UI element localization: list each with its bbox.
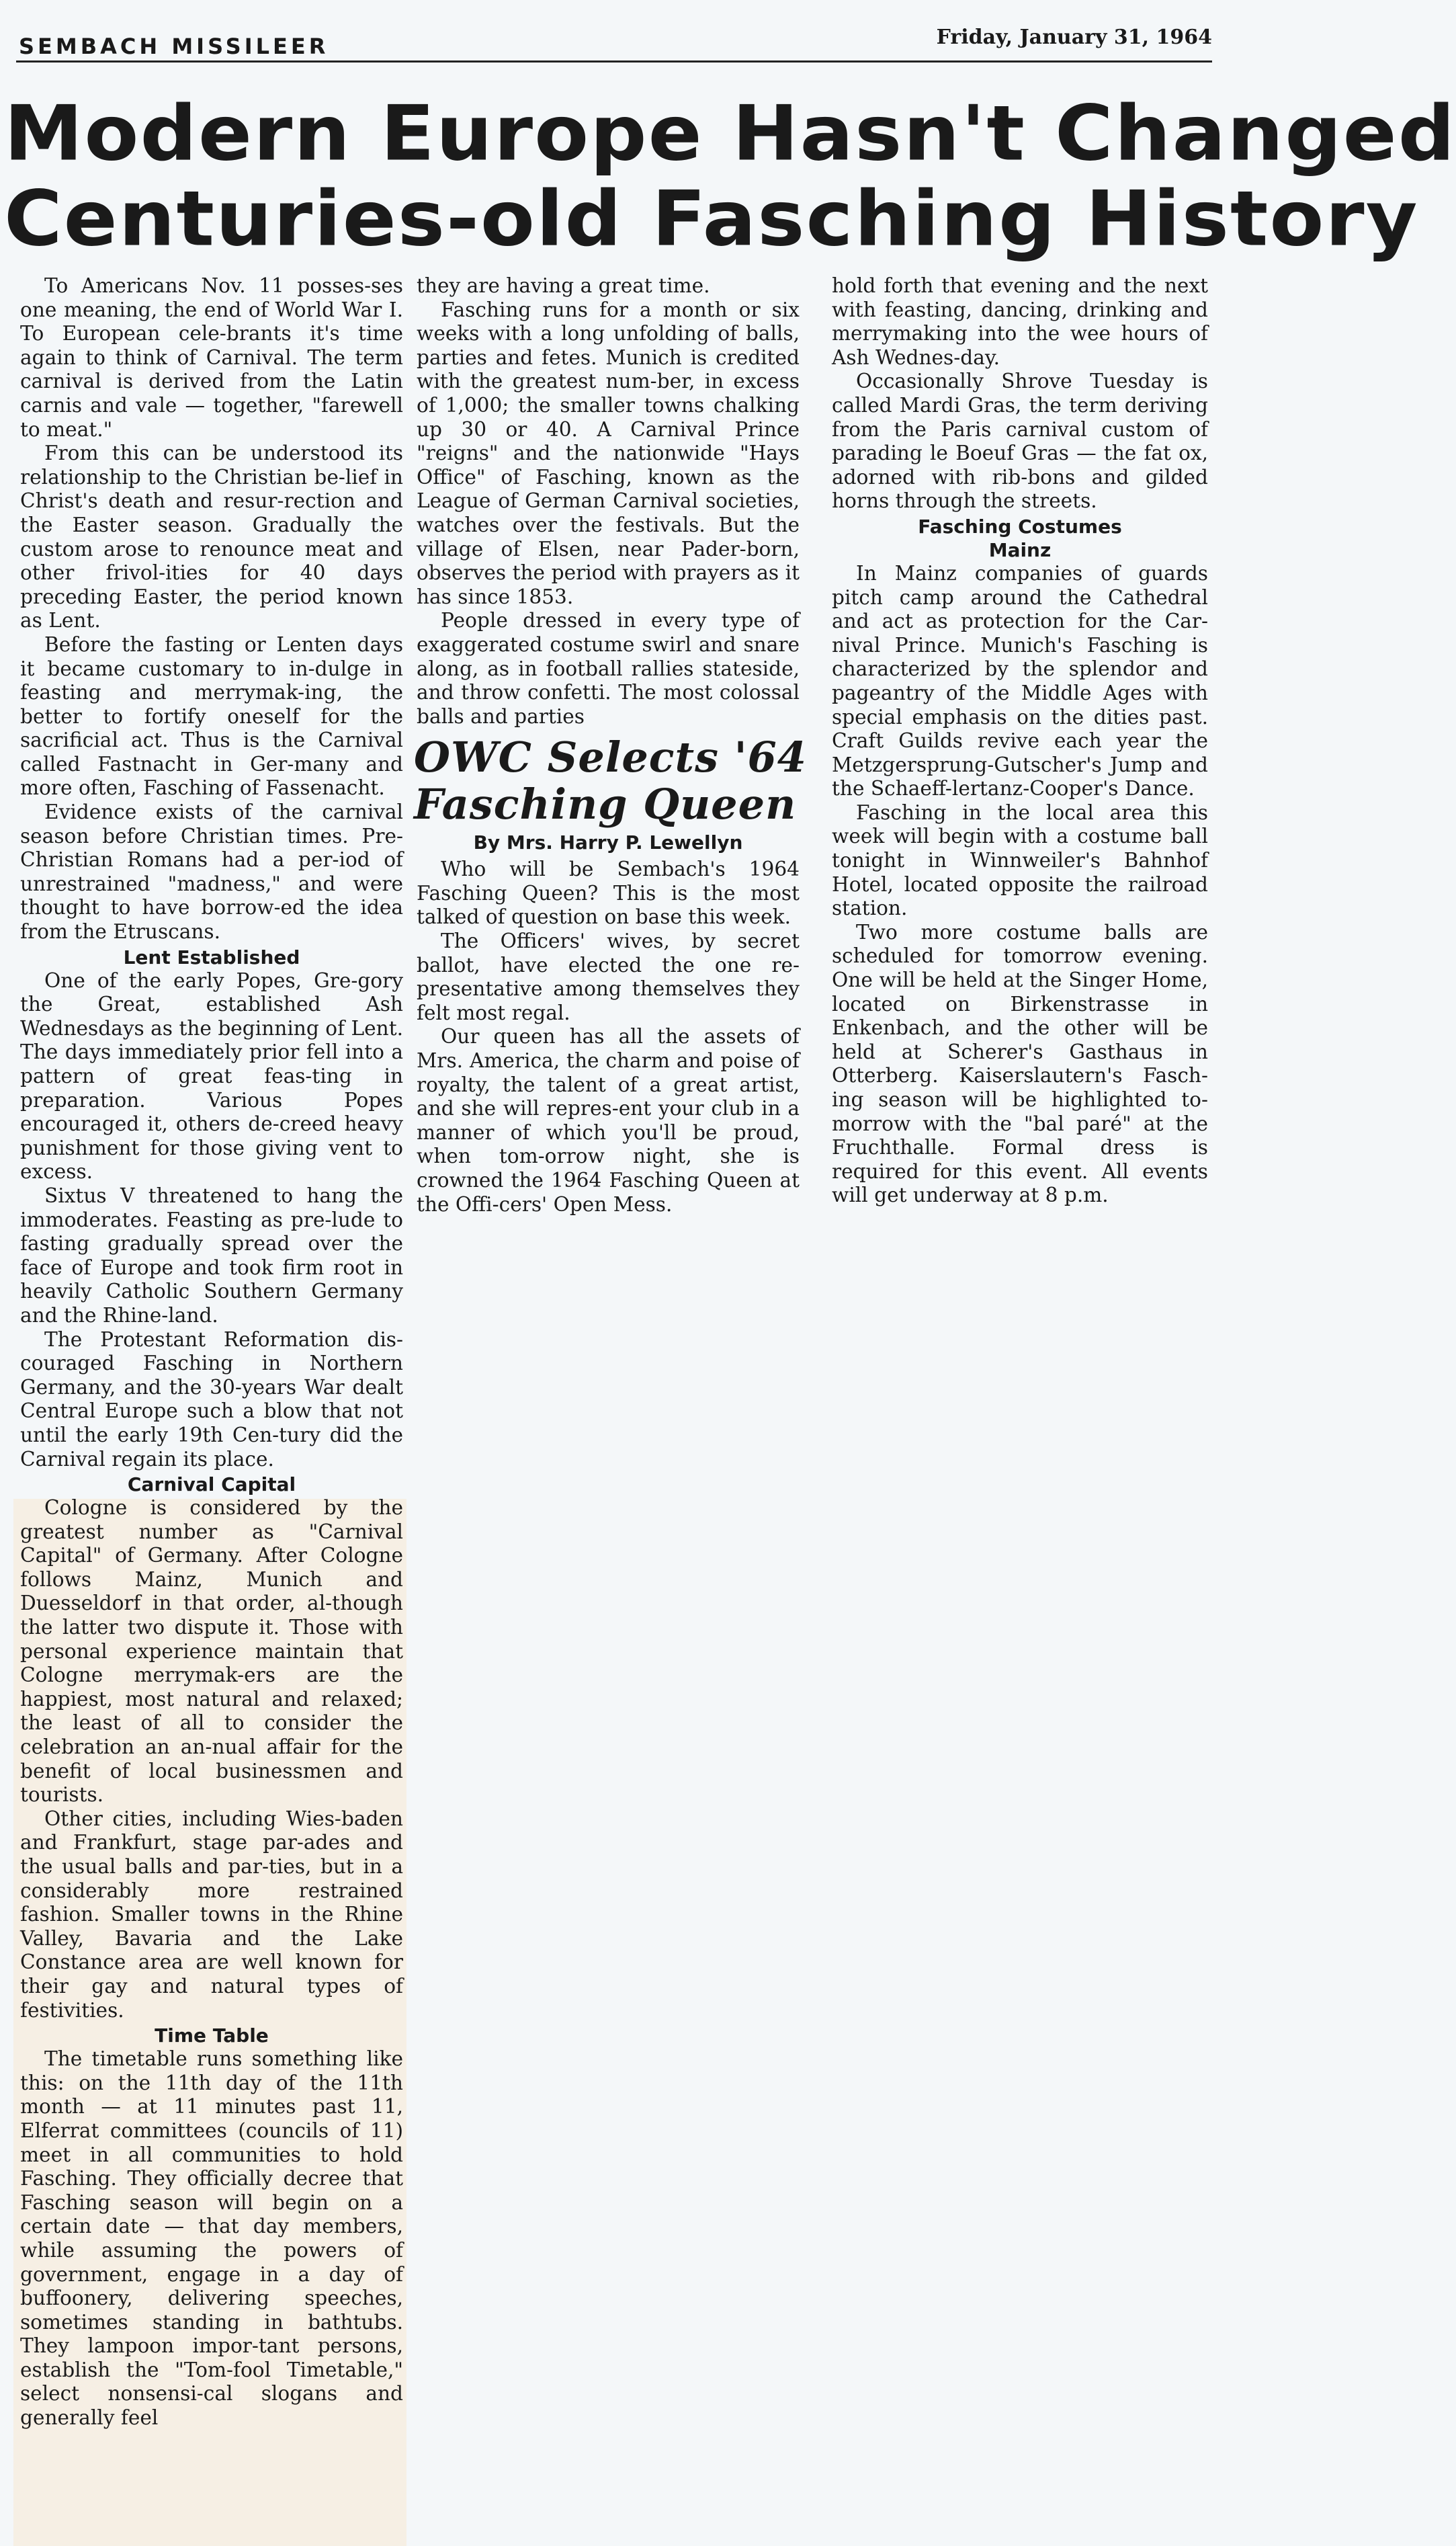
paragraph: The Protestant Reformation dis-couraged Fasching in Northern Germany, and the 30-years War dealt Central Europe such a blow that not until the early 19th Cen-tury did the Carnival regain its place. [20,1327,403,1471]
paragraph: In Mainz companies of guards pitch camp around the Cathedral and act as protection for the Car-nival Prince. Munich's Fasching is characterized by the splendor and pageantry of the Middle Ages with special emphasis on the dities past. Craft Guilds revive each year the Metzgersprung-Gutscher's Jump and the Schaeff-lertanz-Cooper's Dance. [832,561,1208,800]
paragraph: Occasionally Shrove Tuesday is called Mardi Gras, the term deriving from the Paris carnival custom of parading le Boeuf Gras — the fat ox, adorned with rib-bons and gilded horns through the streets. [832,370,1208,513]
paragraph: Sixtus V threatened to hang the immoderates. Feasting as pre-lude to fasting gradually spread over the face of Europe and took firm root in heavily Catholic Southern Germany and the Rhine-land. [20,1184,403,1327]
paragraph: Who will be Sembach's 1964 Fasching Queen? This is the most talked of question on base this week. [417,858,800,929]
sidebar-headline [414,733,807,829]
masthead-rule [16,60,1212,63]
section-heading-capital: Carnival Capital [127,1473,296,1496]
paragraph: To Americans Nov. 11 posses-ses one meaning, the end of World War I. To European cele-brants it's time again to think of Carnival. The term carnival is derived from the Latin carnis and vale — together, "farewell to meat." [20,274,403,441]
paragraph: The timetable runs something like this: on the 11th day of the 11th month — at 11 minutes past 11, Elferrat committees (councils of 11) meet in all communities to hold Fasching. They officially decree that Fasching season will begin on a certain date — that day members, while assuming the powers of government, engage in a day of buffoonery, delivering speeches, sometimes standing in bathtubs. They lampoon impor-tant persons, establish the "Tom-fool Timetable," select nonsensi-cal slogans and generally feel [20,2047,403,2430]
paragraph: they are having a great time. [417,274,710,297]
paragraph: Fasching in the local area this week will begin with a costume ball tonight in Winnweiler's Bahnhof Hotel, located opposite the railroad station. [832,800,1208,920]
paragraph: Cologne is considered by the greatest number as "Carnival Capital" of Germany. After Cologne follows Mainz, Munich and Duesseldorf in that order, al-though the latter two dispute it. Those with personal experience maintain that Cologne merrymak-ers are the happiest, most natural and relaxed; the least of all to consider the celebration an an-nual affair for the benefit of local businessmen and tourists. [20,1496,403,1807]
main-headline [4,89,1456,263]
sidebar-headline-line-1: OWC Selects '64 [414,733,807,782]
paragraph: Our queen has all the assets of Mrs. America, the charm and poise of royalty, the talent of a great artist, and she will repres-ent your club in a manner of which you'll be proud, when tom-orrow night, she is crowned the 1964 Fasching Queen at the Offi-cers' Open Mess. [417,1025,800,1216]
byline: By Mrs. Harry P. Lewellyn [473,831,743,854]
article-column-3 [832,274,1208,1208]
section-heading-mainz: Mainz [988,538,1052,561]
paragraph: hold forth that evening and the next with feasting, dancing, drinking and merrymaking into the wee hours of Ash Wednes-day. [832,274,1208,369]
headline-line-2: Centuries-old Fasching History [4,173,1419,263]
paragraph: From this can be understood its relationship to the Christian be-lief in Christ's death and resur-rection and the Easter season. Gradually the custom arose to renounce meat and other frivol-ities for 40 days preceding Easter, the period known as Lent. [20,442,403,632]
paragraph: Other cities, including Wies-baden and Frankfurt, stage par-ades and the usual balls and par-ties, but in a considerably more restrained fashion. Smaller towns in the Rhine Valley, Bavaria and the Lake Constance area are well known for their gay and natural types of festivities. [20,1807,403,2022]
section-heading-timetable: Time Table [155,2024,269,2047]
paragraph: The Officers' wives, by secret ballot, have elected the one re-presentative among themselves they felt most regal. [417,930,800,1024]
article-column-2 [414,274,807,1217]
article-column-1 [20,274,403,2430]
section-heading-lent: Lent Established [123,946,300,969]
paragraph: Evidence exists of the carnival season before Christian times. Pre-Christian Romans had a per-iod of unrestrained "madness," and were thought to have borrow-ed the idea from the Etruscans. [20,800,403,944]
section-heading-costumes: Fasching Costumes [918,515,1122,538]
issue-date: Friday, January 31, 1964 [936,26,1212,49]
paragraph: Fasching runs for a month or six weeks with a long unfolding of balls, parties and fetes. Munich is credited with the greatest num-ber, in excess of 1,000; the smaller towns chalking up 30 or 40. A Carnival Prince "reigns" and the nationwide "Hays Office" of Fasching, known as the League of German Carnival societies, watches over the festivals. But the village of Elsen, near Pader-born, observes the period with prayers as it has since 1853. [417,298,800,608]
paragraph: Before the fasting or Lenten days it became customary to in-dulge in feasting and merrymak-ing, the better to fortify oneself for the sacrificial act. Thus is the Carnival called Fastnacht in Ger-many and more often, Fasching of Fassenacht. [20,632,403,800]
newspaper-name: SEMBACH MISSILEER [19,34,329,59]
paragraph: Two more costume balls are scheduled for tomorrow evening. One will be held at the Singer Home, located on Birkenstrasse in Enkenbach, and the other will be held at Scherer's Gasthaus in Otterberg. Kaiserslautern's Fasch-ing season will be highlighted to-morrow with the "bal paré" at the Fruchthalle. Formal dress is required for this event. All events will get underway at 8 p.m. [832,920,1208,1207]
paragraph: One of the early Popes, Gre-gory the Great, established Ash Wednesdays as the beginning of Lent. The days immediately prior fell into a pattern of great feas-ting in preparation. Various Popes encouraged it, others de-creed heavy punishment for those giving vent to excess. [20,969,403,1184]
paragraph: People dressed in every type of exaggerated costume swirl and snare along, as in football rallies stateside, and throw confetti. The most colossal balls and parties [417,609,800,728]
sidebar-headline-line-2: Fasching Queen [414,780,797,829]
headline-line-1: Modern Europe Hasn't Changed [4,89,1456,178]
masthead [16,24,1212,71]
